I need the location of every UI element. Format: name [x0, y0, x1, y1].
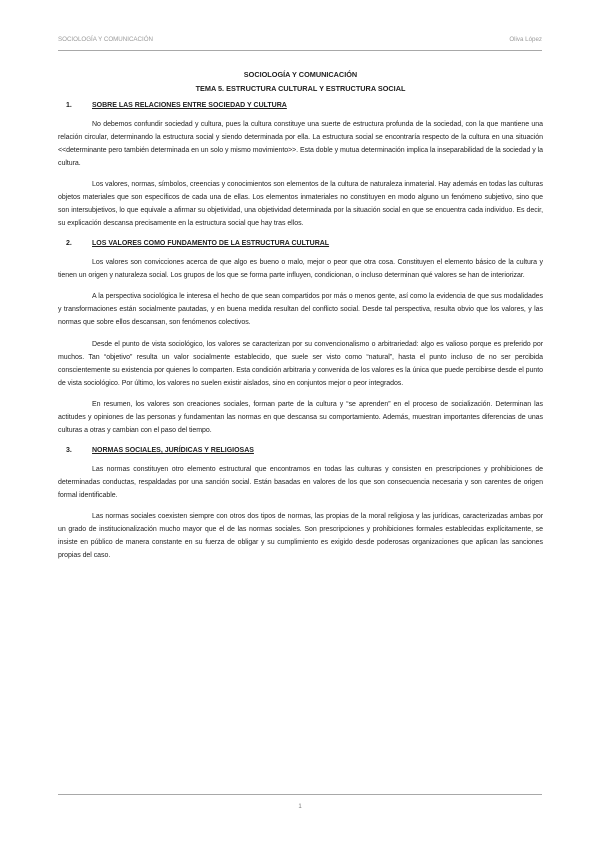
paragraph: Los valores, normas, símbolos, creencias y conocimientos son elementos de la cultura de naturaleza inmaterial. Hay además en todas las culturas objetos materiales que son específicos de cada una de ellas. Los elementos inmateriales no constituyen en modo alguno un fenómeno subjetivo, sino que son intersubjetivos, lo que equivale a afirmar su objetividad, una objetividad determinada por la situación social en que se encuentra cada individuo. Es decir, su explicación descansa precisamente en la estructura social que hay tras ellos.	[58, 181, 543, 227]
section-heading	[58, 447, 543, 459]
title-subject: SOCIOLOGÍA Y COMUNICACIÓN	[243, 70, 358, 79]
paragraph: Las normas constituyen otro elemento estructural que encontramos en todas las culturas y consisten en prescripciones y prohibiciones de determinadas conductas, respaldadas por una sanción social. Están basadas en valores de los que son consecuencia necesaria y son carentes de origen formal identificable.	[58, 465, 543, 499]
paragraph: A la perspectiva sociológica le interesa el hecho de que sean compartidos por más o menos gente, así como la evidencia de que sus modalidades y transformaciones están socialmente pautadas, y en buena medida resultan del conflicto social. Desde tal perspectiva, resulta obvio que los valores, y las normas que sobre ellos descansan, son fenómenos colectivos.	[58, 293, 543, 327]
section-heading	[58, 102, 543, 114]
paragraph: En resumen, los valores son creaciones sociales, forman parte de la cultura y “se aprenden” en el proceso de socialización. Determinan las actitudes y opiniones de las personas y fundamentan las normas en que descansa su comportamiento. Además, muestran importantes diferencias de unas culturas a otras y cambian con el paso del tiempo.	[58, 401, 543, 435]
section-3	[58, 447, 543, 563]
section-number: 1.	[66, 102, 72, 109]
section-2	[58, 240, 543, 438]
title-topic: TEMA 5. ESTRUCTURA CULTURAL Y ESTRUCTURA SOCIAL	[195, 84, 406, 93]
paragraph: Las normas sociales coexisten siempre con otros dos tipos de normas, las propias de la moral religiosa y las jurídicas, caracterizadas ambas por un grado de institucionalización mucho mayor que el de las normas sociales. Son prescripciones y prohibiciones formales establecidas explícitamente, se insiste en público de manera constante en su fuerza de obligar y su cumplimiento es exigido desde poderosas organizaciones que aplican las sanciones propias del caso.	[58, 513, 543, 559]
page-number: 1	[298, 804, 302, 810]
section-number: 2.	[66, 239, 72, 247]
document-body	[58, 68, 543, 572]
header-author: Oliva López	[509, 36, 542, 43]
page-header	[58, 36, 542, 48]
paragraph: Desde el punto de vista sociológico, los valores se caracterizan por su convencionalismo o arbitrariedad: algo es valioso porque es preferido por muchos. Tan “objetivo” resulta un valor socialmente establecido, que suele ser visto como “natural”, hasta el punto incluso de no ser percibida conscientemente su existencia por quienes lo comparten. Esta condición arbitraria y convenida de los valores es la única que puede percibirse desde el punto de vista sociológico. Por último, los valores no suelen existir aislados, sino en conjuntos mejor o peor integrados.	[58, 340, 543, 387]
header-course-name: SOCIOLOGÍA Y COMUNICACIÓN	[58, 36, 154, 43]
paragraph: Los valores son convicciones acerca de que algo es bueno o malo, mejor o peor que otra cosa. Constituyen el elemento básico de la cultura y tienen un origen y naturaleza social. Los grupos de los que se forma parte influyen, condicionan, o incluso determinan qué valores se han de interiorizar.	[58, 258, 543, 279]
section-1	[58, 102, 543, 231]
section-heading	[58, 240, 543, 252]
footer-divider	[58, 794, 542, 795]
section-title: SOBRE LAS RELACIONES ENTRE SOCIEDAD Y CULTURA	[92, 102, 287, 109]
section-number: 3.	[66, 446, 72, 454]
section-title: NORMAS SOCIALES, JURÍDICAS Y RELIGIOSAS	[92, 446, 254, 454]
section-title: LOS VALORES COMO FUNDAMENTO DE LA ESTRUCTURA CULTURAL	[92, 239, 330, 247]
header-divider	[58, 50, 542, 51]
paragraph: No debemos confundir sociedad y cultura, pues la cultura constituye una suerte de estructura profunda de la sociedad, con la que mantiene una relación circular, determinando la estructura social y siendo determinada por ella. La estructura social se encontraría respecto de la cultura en una situación <<determinante pero también determinada en un solo y mismo movimiento>>. Esta doble y mutua determinación implica la inseparabilidad de la sociedad y la cultura.	[58, 121, 543, 167]
document-title	[58, 68, 543, 96]
